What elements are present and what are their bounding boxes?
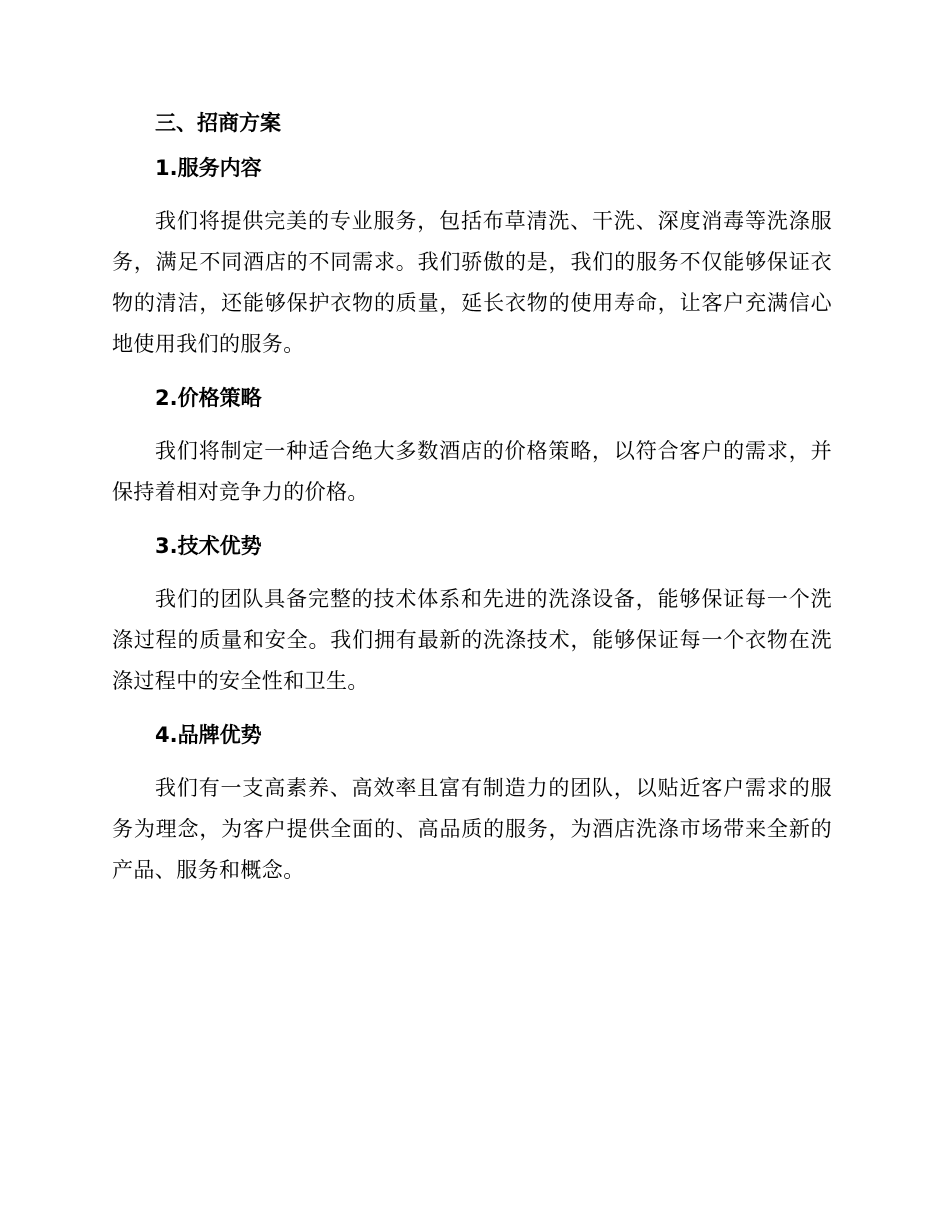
- section-title: 三、招商方案: [155, 111, 281, 135]
- paragraph-pricing: 我们将制定一种适合绝大多数酒店的价格策略，以符合客户的需求，并保持着相对竞争力的价格。: [112, 439, 832, 504]
- document-content: [112, 108, 832, 909]
- subsection-heading-technology: 3.技术优势: [155, 534, 262, 558]
- paragraph-brand: 我们有一支高素养、高效率且富有制造力的团队，以贴近客户需求的服务为理念，为客户提供全面的、高品质的服务，为酒店洗涤市场带来全新的产品、服务和概念。: [112, 776, 832, 882]
- subsection-heading-brand: 4.品牌优势: [155, 723, 262, 747]
- paragraph-service: 我们将提供完美的专业服务，包括布草清洗、干洗、深度消毒等洗涤服务，满足不同酒店的不同需求。我们骄傲的是，我们的服务不仅能够保证衣物的清洁，还能够保护衣物的质量，延长衣物的使用寿命，让客户充满信心地使用我们的服务。: [112, 209, 832, 356]
- subsection-heading-service: 1.服务内容: [155, 156, 262, 180]
- subsection-heading-pricing: 2.价格策略: [155, 386, 262, 410]
- paragraph-technology: 我们的团队具备完整的技术体系和先进的洗涤设备，能够保证每一个洗涤过程的质量和安全。我们拥有最新的洗涤技术，能够保证每一个衣物在洗涤过程中的安全性和卫生。: [112, 587, 832, 693]
